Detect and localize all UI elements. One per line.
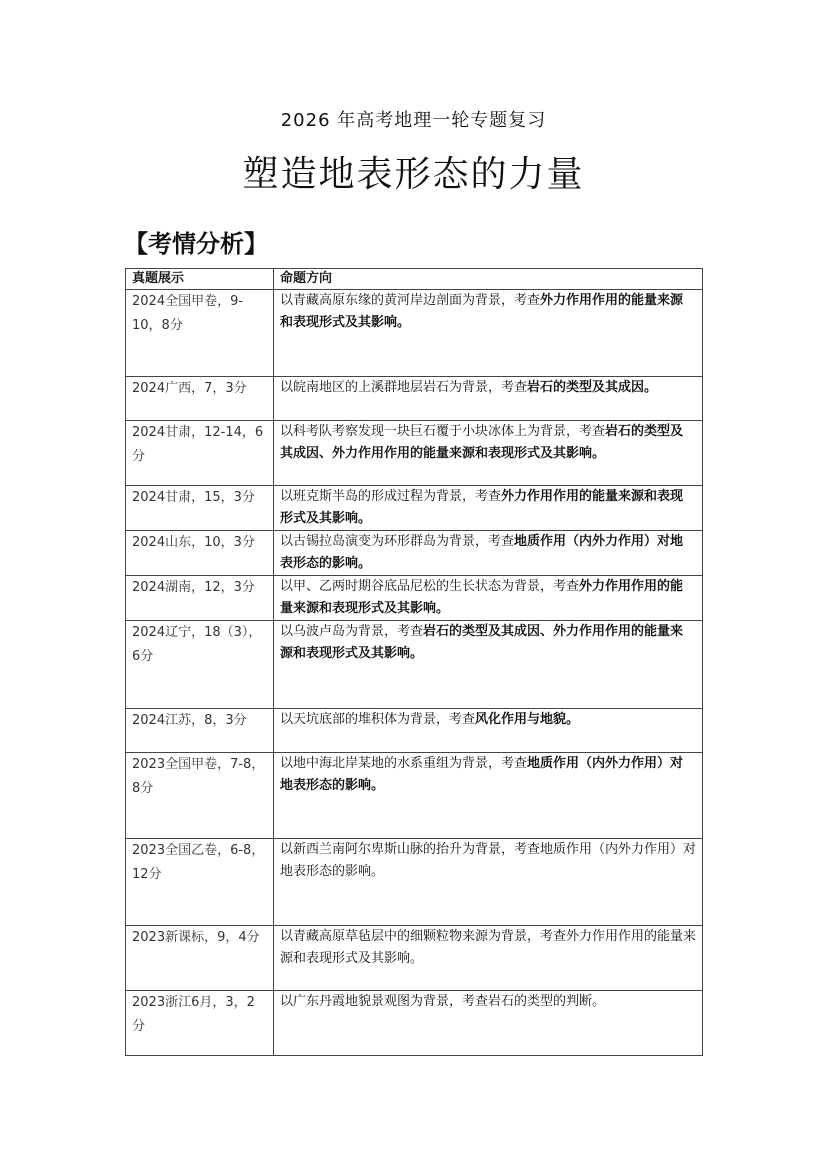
table-header-row (126, 269, 703, 290)
direction-cell (274, 991, 703, 1056)
exam-source-cell: 2024辽宁，18（3），6分 (126, 621, 274, 709)
document-subtitle: 2026 年高考地理一轮专题复习 (280, 110, 547, 131)
direction-text: 以甲、乙两时期谷底品尼松的生长状态为背景，考查 (280, 579, 580, 594)
direction-text: 以青藏高原草毡层中的细颗粒物来源为背景，考查外力作用作用的能量来源和表现形式及其影响。 (280, 929, 697, 966)
direction-cell (274, 531, 703, 576)
exam-source-cell: 2024全国甲卷，9-10，8分 (126, 290, 274, 377)
direction-text: 以青藏高原东缘的黄河岸边剖面为背景，考查 (280, 293, 541, 308)
table-row (126, 621, 703, 709)
direction-cell (274, 377, 703, 421)
direction-emphasis: 外力作用作用的能量来源和表现形式及其影响。 (280, 579, 684, 616)
direction-emphasis: 岩石的类型及其成因、外力作用作用的能量来源和表现形式及其影响。 (280, 624, 684, 661)
document-title: 塑造地表形态的力量 (242, 154, 585, 195)
direction-emphasis: 风化作用与地貌。 (475, 712, 580, 727)
direction-text: 以地中海北岸某地的水系重组为背景，考查 (280, 756, 528, 771)
section-heading: 【考情分析】 (124, 230, 268, 258)
exam-source-cell: 2024甘肃，15，3分 (126, 486, 274, 531)
direction-emphasis: 地质作用（内外力作用）对地表形态的影响。 (280, 756, 684, 793)
direction-cell (274, 839, 703, 926)
exam-source-cell: 2024山东，10，3分 (126, 531, 274, 576)
direction-emphasis: 地质作用（内外力作用）对地表形态的影响。 (280, 534, 684, 571)
direction-text: 以天坑底部的堆积体为背景，考查 (280, 712, 476, 727)
direction-text: 以皖南地区的上溪群地层岩石为背景，考查 (280, 380, 528, 395)
exam-source-cell: 2023全国乙卷，6-8，12分 (126, 839, 274, 926)
direction-emphasis: 岩石的类型及其成因。 (527, 380, 658, 395)
direction-text: 以乌波卢岛为背景，考查 (280, 624, 424, 639)
exam-source-cell: 2023浙江6月，3，2分 (126, 991, 274, 1056)
column-header-source: 真题展示 (126, 269, 274, 290)
direction-cell (274, 753, 703, 839)
direction-text: 以古锡拉岛演变为环形群岛为背景，考查 (280, 534, 515, 549)
direction-cell (274, 926, 703, 991)
direction-cell (274, 421, 703, 486)
table-row (126, 486, 703, 531)
exam-source-cell: 2024广西，7，3分 (126, 377, 274, 421)
direction-cell (274, 576, 703, 621)
column-header-direction: 命题方向 (274, 269, 703, 290)
table-row (126, 753, 703, 839)
exam-source-cell: 2023全国甲卷，7-8，8分 (126, 753, 274, 839)
exam-analysis-table (125, 268, 703, 1056)
table-row (126, 290, 703, 377)
direction-text: 以班克斯半岛的形成过程为背景，考查 (280, 489, 502, 504)
table-row (126, 576, 703, 621)
table-row (126, 377, 703, 421)
exam-source-cell: 2023新课标，9，4分 (126, 926, 274, 991)
direction-text: 以新西兰南阿尔卑斯山脉的抬升为背景，考查地质作用（内外力作用）对地表形态的影响。 (280, 842, 697, 879)
direction-cell (274, 486, 703, 531)
direction-text: 以科考队考察发现一块巨石覆于小块冰体上为背景，考查 (280, 424, 606, 439)
table-row (126, 991, 703, 1056)
exam-source-cell: 2024江苏，8，3分 (126, 709, 274, 753)
exam-source-cell: 2024甘肃，12-14，6分 (126, 421, 274, 486)
table-row (126, 926, 703, 991)
exam-source-cell: 2024湖南，12，3分 (126, 576, 274, 621)
direction-cell (274, 290, 703, 377)
table-row (126, 421, 703, 486)
table-row (126, 839, 703, 926)
direction-cell (274, 621, 703, 709)
direction-text: 以广东丹霞地貌景观图为背景，考查岩石的类型的判断。 (280, 994, 606, 1009)
direction-cell (274, 709, 703, 753)
direction-emphasis: 外力作用作用的能量来源和表现形式及其影响。 (280, 293, 684, 330)
table-row (126, 531, 703, 576)
direction-emphasis: 岩石的类型及其成因、外力作用作用的能量来源和表现形式及其影响。 (280, 424, 684, 461)
direction-emphasis: 外力作用作用的能量来源和表现形式及其影响。 (280, 489, 684, 526)
table-row (126, 709, 703, 753)
